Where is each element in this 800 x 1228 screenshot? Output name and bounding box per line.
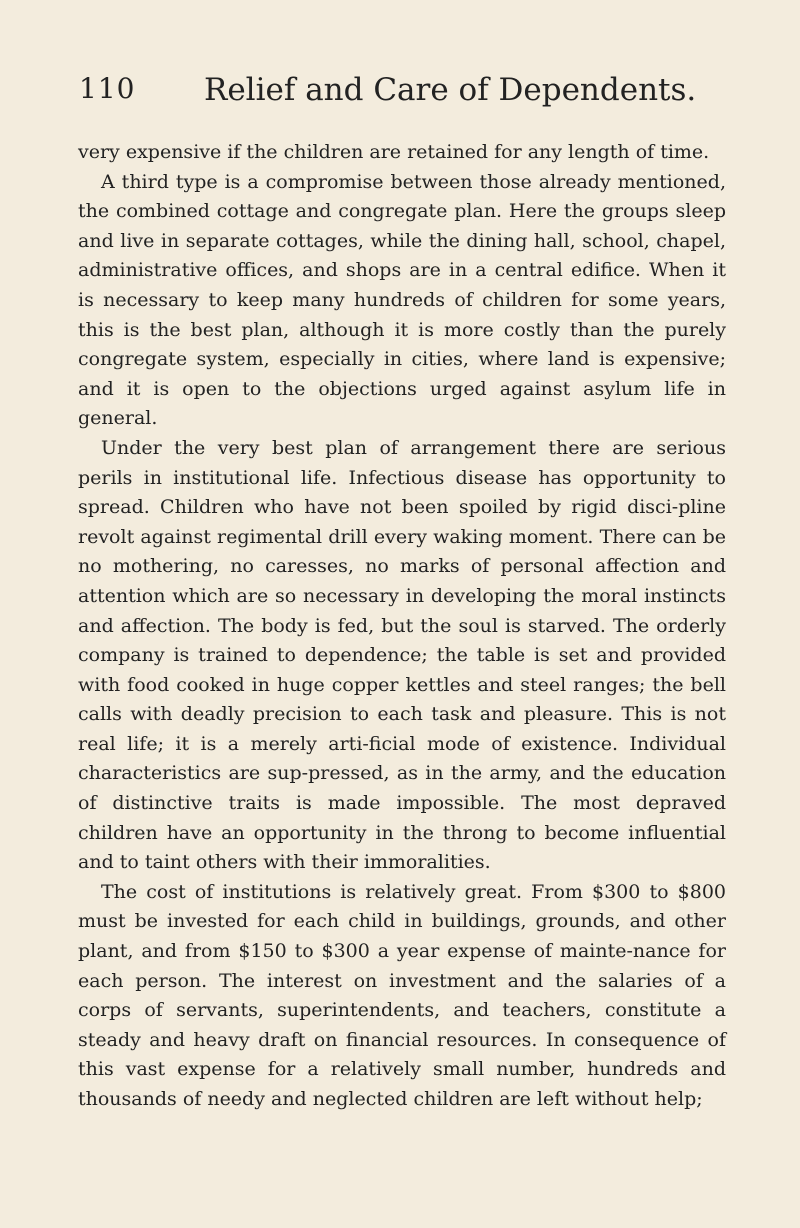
page-header [79,72,729,116]
page-body [78,138,726,1115]
page-number: 110 [79,72,136,105]
running-title: Relief and Care of Dependents. [204,72,697,108]
paragraph-perils: Under the very best plan of arrangement there are serious perils in institutional life. Infectious disease has opportunity to spread. Children who have not been spoiled by rigid disci-pline revolt against regimental drill every waking moment. There can be no mothering, no caresses, no marks of personal affection and attention which are so necessary in developing the moral instincts and affection. The body is fed, but the soul is starved. The orderly company is trained to dependence; the table is set and provided with food cooked in huge copper kettles and steel ranges; the bell calls with deadly precision to each task and pleasure. This is not real life; it is a merely arti-ficial mode of existence. Individual characteristics are sup-pressed, as in the army, and the education of distinctive traits is made impossible. The most depraved children have an opportunity in the throng to become influential and to taint others with their immoralities. [78,436,726,874]
paragraph-third-type: A third type is a compromise between those already mentioned, the combined cottage and congregate plan. Here the groups sleep and live in separate cottages, while the dining hall, school, chapel, administrative offices, and shops are in a central edifice. When it is necessary to keep many hundreds of children for some years, this is the best plan, although it is more costly than the purely congregate system, especially in cities, where land is expensive; and it is open to the objections urged against asylum life in general. [78,170,726,430]
paragraph-continued: very expensive if the children are retained for any length of time. [78,141,710,163]
paragraph-cost: The cost of institutions is relatively great. From $300 to $800 must be invested for each child in buildings, grounds, and other plant, and from $150 to $300 a year expense of mainte-nance for each person. The interest on investment and the salaries of a corps of servants, superintendents, and teachers, constitute a steady and heavy draft on financial resources. In consequence of this vast expense for a relatively small number, hundreds and thousands of needy and neglected children are left without help; [78,880,726,1110]
